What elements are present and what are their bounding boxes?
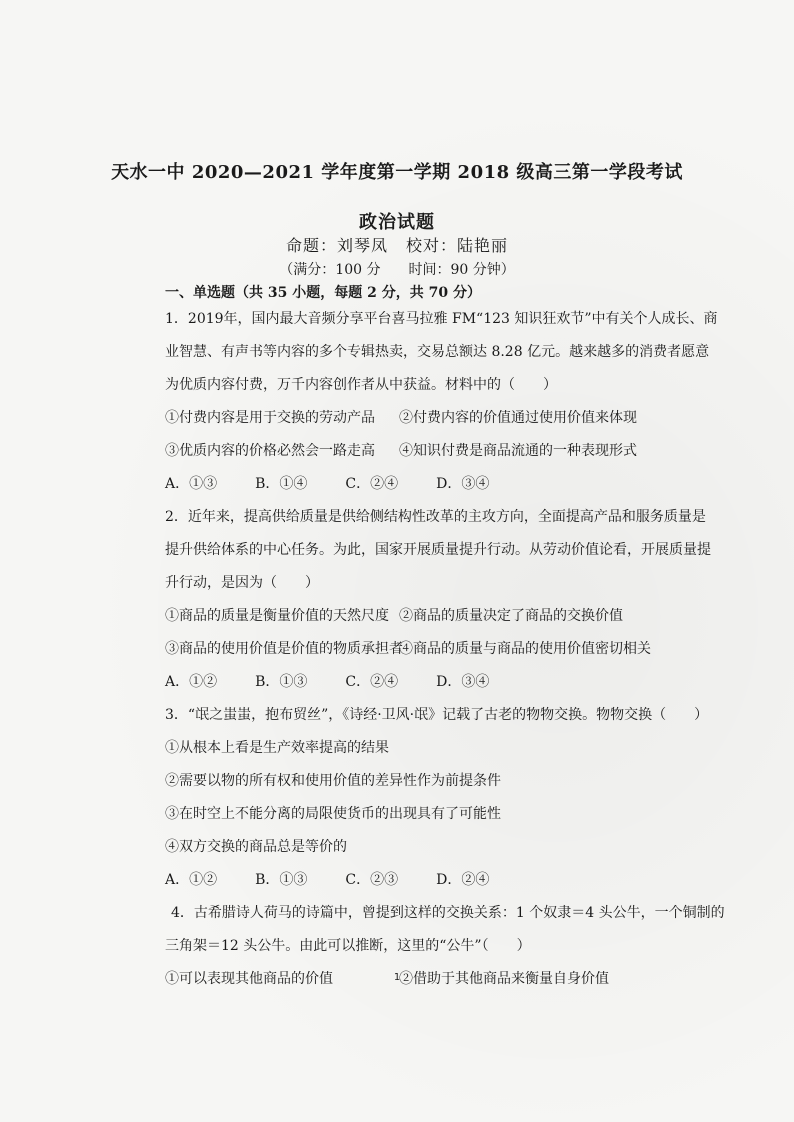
q2-stem-line: 升行动，是因为（ ） <box>165 575 319 591</box>
q1-choice-b: B．①④ <box>255 476 308 492</box>
q2-stem-line: 提升供给体系的中心任务。为此，国家开展质量提升行动。从劳动价值论看，开展质量提 <box>165 542 711 558</box>
q3-choice-a: A．①② <box>165 872 218 888</box>
q3-statement: ④双方交换的商品总是等价的 <box>165 839 347 855</box>
q2-statements-row <box>165 633 695 666</box>
q3-statement: ③在时空上不能分离的局限使货币的出现具有了可能性 <box>165 806 501 822</box>
q3-choices <box>165 864 695 897</box>
q1-choices <box>165 468 695 501</box>
q1-choice-a: A．①③ <box>165 476 218 492</box>
q2-choice-a: A．①② <box>165 674 218 690</box>
q3-statement: ①从根本上看是生产效率提高的结果 <box>165 740 389 756</box>
q3-stem-line: 3．“氓之蚩蚩，抱布贸丝”，《诗经·卫风·氓》记载了古老的物物交换。物物交换（ ） <box>165 707 709 723</box>
q4-stem-line: 三角架＝12 头公牛。由此可以推断，这里的“公牛”（ ） <box>165 938 531 954</box>
q1-stem-line: 业智慧、有声书等内容的多个专辑热卖，交易总额达 8.28 亿元。越来越多的消费者愿意 <box>165 344 710 360</box>
q1-statements-row <box>165 402 695 435</box>
time-label: 时间：90 分钟） <box>408 262 515 278</box>
q2-stem-line: 2．近年来，提高供给质量是供给侧结构性改革的主攻方向，全面提高产品和服务质量是 <box>165 509 706 525</box>
section-heading: 一、单选题（共 35 小题，每题 2 分，共 70 分） <box>165 285 481 301</box>
q4-statement: ①可以表现其他商品的价值 <box>165 971 333 987</box>
q1-choice-d: D．③④ <box>436 476 490 492</box>
exam-title: 天水一中 2020—2021 学年度第一学期 2018 级高三第一学段考试 <box>111 162 683 183</box>
author-label: 命题：刘琴凤 <box>285 236 388 255</box>
exam-credits <box>0 233 794 256</box>
q1-statement: ③优质内容的价格必然会一路走高 <box>165 443 375 459</box>
q3-statement: ②需要以物的所有权和使用价值的差异性作为前提条件 <box>165 773 501 789</box>
question-list <box>165 303 725 996</box>
q3-choice-c: C．②③ <box>345 872 399 888</box>
q2-statement: ④商品的质量与商品的使用价值密切相关 <box>399 641 651 657</box>
q4-stem-line: 4．古希腊诗人荷马的诗篇中，曾提到这样的交换关系：1 个奴隶＝4 头公牛，一个铜制的 <box>171 905 725 921</box>
q1-stem-line: 1．2019年，国内最大音频分享平台喜马拉雅 FM“123 知识狂欢节”中有关个人成长、商 <box>165 311 718 327</box>
q3-choice-b: B．①③ <box>255 872 308 888</box>
exam-subject: 政治试题 <box>359 212 435 233</box>
q3-choice-d: D．②④ <box>436 872 490 888</box>
q1-stem-line: 为优质内容付费，万千内容创作者从中获益。材料中的（ ） <box>165 377 557 393</box>
q1-statement: ②付费内容的价值通过使用价值来体现 <box>399 410 637 426</box>
q2-statement: ③商品的使用价值是价值的物质承担者 <box>165 641 403 657</box>
q4-statement: ②借助于其他商品来衡量自身价值 <box>399 971 609 987</box>
q2-choice-b: B．①③ <box>255 674 308 690</box>
q1-choice-c: C．②④ <box>345 476 399 492</box>
q1-statement: ④知识付费是商品流通的一种表现形式 <box>399 443 637 459</box>
reviewer-label: 校对：陆艳丽 <box>406 236 509 255</box>
q2-statements-row <box>165 600 695 633</box>
q2-statement: ②商品的质量决定了商品的交换价值 <box>399 608 623 624</box>
score-label: （满分：100 分 <box>279 262 381 278</box>
page-number: 1 <box>393 972 401 983</box>
q2-choices <box>165 666 695 699</box>
exam-meta <box>0 259 794 279</box>
q1-statement: ①付费内容是用于交换的劳动产品 <box>165 410 375 426</box>
q2-choice-d: D．③④ <box>436 674 490 690</box>
q2-statement: ①商品的质量是衡量价值的天然尺度 <box>165 608 389 624</box>
q1-statements-row <box>165 435 695 468</box>
q2-choice-c: C．②④ <box>345 674 399 690</box>
